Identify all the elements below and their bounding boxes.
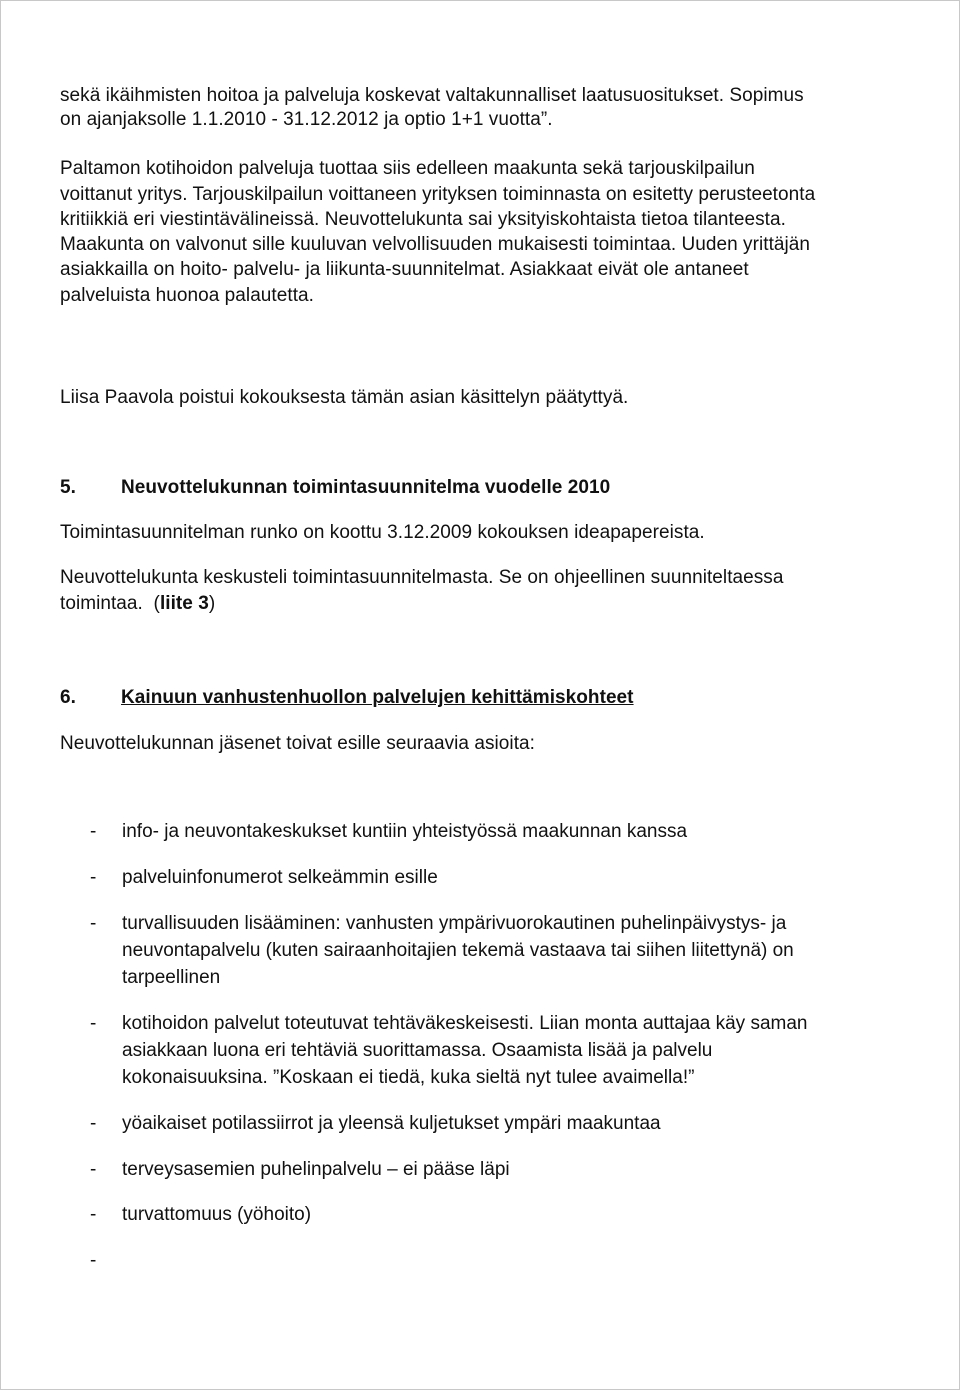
section-5-text xyxy=(60,592,215,616)
list-item: palveluinfonumerot selkeämmin esille xyxy=(122,867,438,888)
list-item: yöaikaiset potilassiirrot ja yleensä kuljetukset ympäri maakuntaa xyxy=(122,1113,661,1134)
section-title: Neuvottelukunnan toimintasuunnitelma vuodelle 2010 xyxy=(121,477,611,498)
list-item: turvallisuuden lisääminen: vanhusten ympärivuorokautinen puhelinpäivystys- ja xyxy=(122,913,787,934)
section-6-heading xyxy=(60,686,634,710)
list-item-continued: neuvontapalvelu (kuten sairaanhoitajien tekemä vastaava tai siihen liitettynä) on xyxy=(122,940,794,961)
attachment-paren: ) xyxy=(208,593,216,614)
section-number: 5. xyxy=(60,477,76,498)
section-title: Kainuun vanhustenhuollon palvelujen kehittämiskohteet xyxy=(121,687,634,708)
list-item: info- ja neuvontakeskukset kuntiin yhteistyössä maakunnan kanssa xyxy=(122,821,688,842)
list-item-continued: asiakkaan luona eri tehtäviä suorittamassa. Osaamista lisää ja palvelu xyxy=(122,1040,713,1061)
list-item-continued: tarpeellinen xyxy=(122,967,221,988)
list-item: terveysasemien puhelinpalvelu – ei pääse läpi xyxy=(122,1159,510,1180)
section-5-text-end: toimintaa. xyxy=(60,593,143,614)
attachment-reference: liite 3 xyxy=(159,593,209,614)
paragraph-line: on ajanjaksolle 1.1.2010 - 31.12.2012 ja optio 1+1 vuotta”. xyxy=(60,109,553,130)
paragraph-line: kritiikkiä eri viestintävälineissä. Neuvottelukunta sai yksityiskohtaista tietoa tilanteesta. xyxy=(60,209,786,230)
section-6-intro: Neuvottelukunnan jäsenet toivat esille seuraavia asioita: xyxy=(60,733,535,754)
list-item: kotihoidon palvelut toteutuvat tehtäväkeskeisesti. Liian monta auttajaa käy saman xyxy=(122,1013,808,1034)
bullet-marker: - xyxy=(90,1113,97,1134)
bullet-marker: - xyxy=(90,913,97,934)
paragraph-line: Maakunta on valvonut sille kuuluvan velvollisuuden mukaisesti toimintaa. Uuden yrittäjän xyxy=(60,234,811,255)
paragraph-line: asiakkailla on hoito- palvelu- ja liikunta-suunnitelmat. Asiakkaat eivät ole antaneet xyxy=(60,259,749,280)
bullet-marker: - xyxy=(90,1250,97,1271)
bullet-marker: - xyxy=(90,1159,97,1180)
bullet-marker: - xyxy=(90,821,97,842)
section-number: 6. xyxy=(60,687,76,708)
paragraph-line: sekä ikäihmisten hoitoa ja palveluja koskevat valtakunnalliset laatusuositukset. Sopimus xyxy=(60,85,804,106)
bullet-marker: - xyxy=(90,1204,97,1225)
bullet-marker: - xyxy=(90,867,97,888)
paragraph-line: palveluista huonoa palautetta. xyxy=(60,285,314,306)
section-5-text: Neuvottelukunta keskusteli toimintasuunnitelmasta. Se on ohjeellinen suunniteltaessa xyxy=(60,567,784,588)
section-5-heading xyxy=(60,476,610,500)
meeting-note: Liisa Paavola poistui kokouksesta tämän asian käsittelyn päätyttyä. xyxy=(60,387,629,408)
paragraph-line: Paltamon kotihoidon palveluja tuottaa siis edelleen maakunta sekä tarjouskilpailun xyxy=(60,158,755,179)
list-item-continued: kokonaisuuksina. ”Koskaan ei tiedä, kuka sieltä nyt tulee avaimella!” xyxy=(122,1067,695,1088)
list-item: turvattomuus (yöhoito) xyxy=(122,1204,312,1225)
section-5-text: Toimintasuunnitelman runko on koottu 3.12.2009 kokouksen ideapapereista. xyxy=(60,522,705,543)
attachment-paren: ( xyxy=(153,593,160,614)
paragraph-line: voittanut yritys. Tarjouskilpailun voittaneen yrityksen toiminnasta on esitetty perusteetonta xyxy=(60,184,816,205)
bullet-marker: - xyxy=(90,1013,97,1034)
